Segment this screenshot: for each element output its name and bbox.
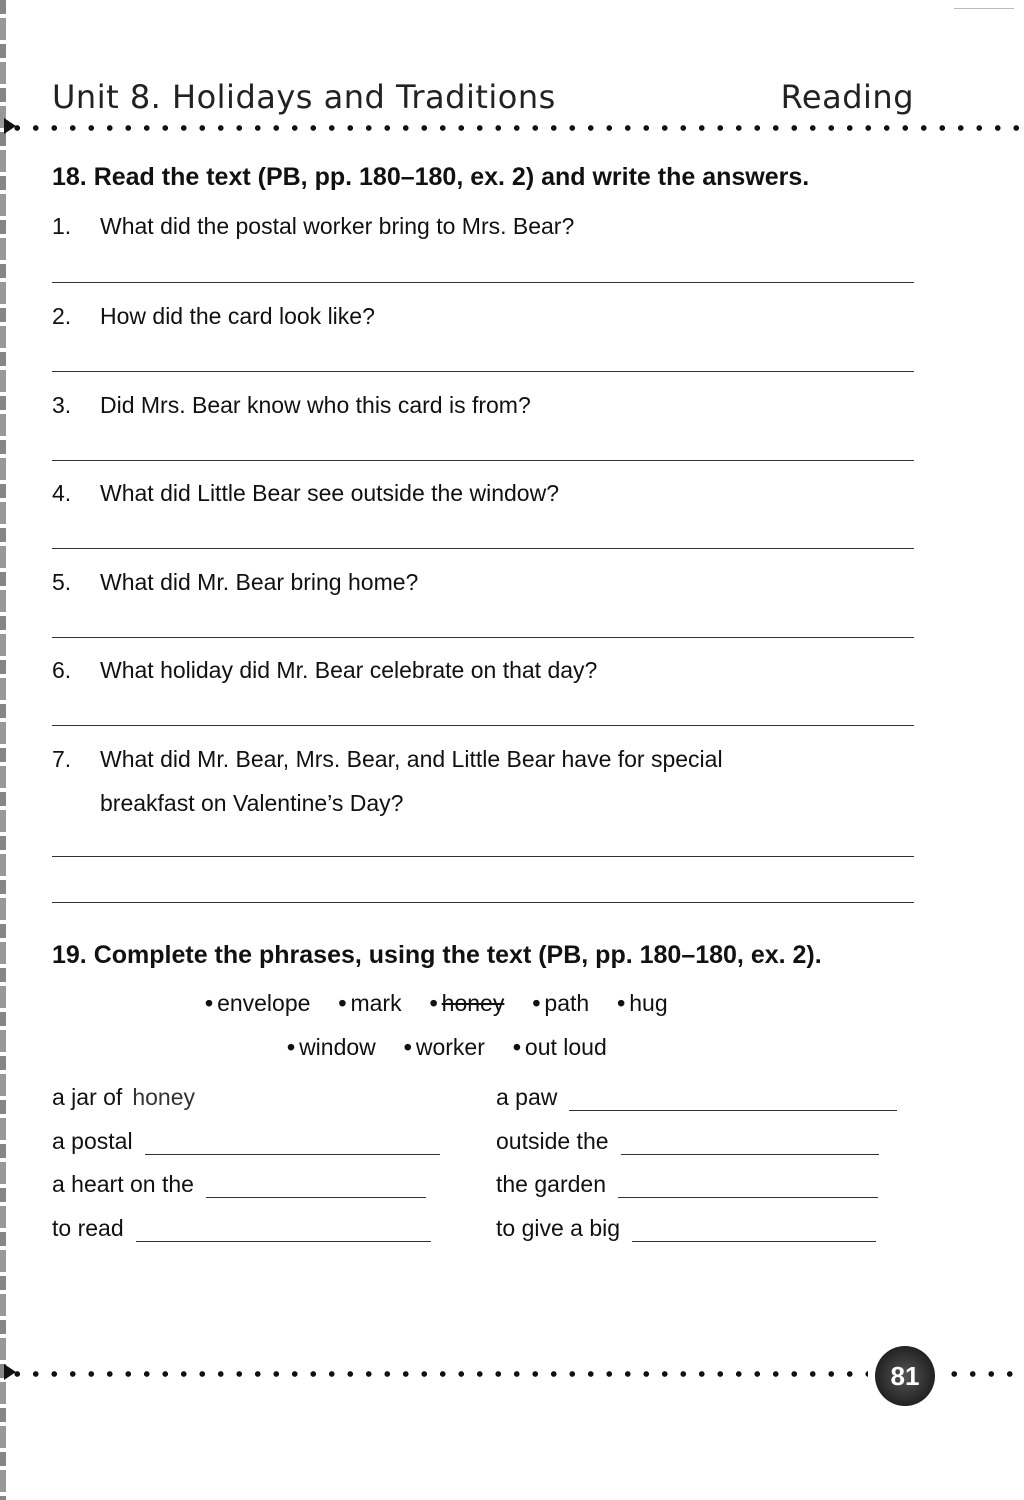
question-text: What did the postal worker bring to Mrs. Bear? xyxy=(100,213,575,239)
phrase-text: a jar of xyxy=(52,1084,123,1110)
question-4 xyxy=(52,480,559,507)
question-text: How did the card look like? xyxy=(100,303,375,329)
word-mark: • mark xyxy=(338,990,402,1016)
question-text: Did Mrs. Bear know who this card is from? xyxy=(100,392,531,418)
answer-line-3[interactable] xyxy=(52,460,914,461)
word-honey: • honey xyxy=(429,990,505,1016)
word-envelope: • envelope xyxy=(205,990,311,1016)
question-number: 1. xyxy=(52,213,72,239)
page-number: 81 xyxy=(875,1346,935,1406)
word-path: • path xyxy=(532,990,590,1016)
phrase-blank[interactable] xyxy=(145,1134,440,1155)
phrase-left-1 xyxy=(52,1084,195,1111)
question-number: 3. xyxy=(52,392,72,418)
task-18-title: 18. Read the text (PB, pp. 180–180, ex. 2) and write the answers. xyxy=(52,163,810,191)
section-title: Reading xyxy=(780,78,914,116)
question-text: What holiday did Mr. Bear celebrate on that day? xyxy=(100,657,598,683)
answer-line-6[interactable] xyxy=(52,725,914,726)
phrase-text: a heart on the xyxy=(52,1171,194,1197)
dotted-divider-bottom-end xyxy=(945,1369,1020,1379)
question-7-continued: breakfast on Valentine’s Day? xyxy=(100,790,404,816)
word-worker: • worker xyxy=(403,1034,485,1060)
bullet-icon: • xyxy=(429,990,438,1016)
question-5 xyxy=(52,569,418,596)
answer-line-5[interactable] xyxy=(52,637,914,638)
phrase-answer: honey xyxy=(132,1084,195,1110)
answer-line-2[interactable] xyxy=(52,371,914,372)
question-1 xyxy=(52,213,574,240)
phrase-blank[interactable] xyxy=(632,1221,876,1242)
answer-line-4[interactable] xyxy=(52,548,914,549)
phrase-left-2 xyxy=(52,1128,440,1155)
answer-line-7a[interactable] xyxy=(52,856,914,857)
answer-line-1[interactable] xyxy=(52,282,914,283)
phrase-text: to give a big xyxy=(496,1215,621,1241)
phrase-left-4 xyxy=(52,1215,431,1242)
phrase-text: outside the xyxy=(496,1128,609,1154)
phrase-left-3 xyxy=(52,1171,426,1198)
phrase-text: the garden xyxy=(496,1171,606,1197)
bullet-icon: • xyxy=(617,990,626,1016)
word-bank-row-2 xyxy=(287,1034,635,1061)
phrase-blank[interactable] xyxy=(621,1134,879,1155)
question-text: What did Mr. Bear bring home? xyxy=(100,569,419,595)
question-text: What did Little Bear see outside the window? xyxy=(100,480,559,506)
question-number: 7. xyxy=(52,746,72,772)
phrase-blank[interactable] xyxy=(136,1221,431,1242)
page-spine xyxy=(0,0,6,1500)
phrase-text: a paw xyxy=(496,1084,558,1110)
phrase-right-4 xyxy=(496,1215,876,1242)
phrase-text: a postal xyxy=(52,1128,133,1154)
phrase-blank[interactable] xyxy=(569,1090,897,1111)
word-window: • window xyxy=(287,1034,376,1060)
corner-mark xyxy=(954,8,1014,9)
bullet-icon: • xyxy=(338,990,347,1016)
unit-title: Unit 8. Holidays and Traditions xyxy=(52,78,556,116)
bullet-icon: • xyxy=(287,1034,296,1060)
phrase-text: to read xyxy=(52,1215,124,1241)
dotted-divider-bottom xyxy=(8,1369,868,1379)
phrase-blank[interactable] xyxy=(206,1177,426,1198)
question-2 xyxy=(52,303,375,330)
bullet-icon: • xyxy=(512,1034,521,1060)
question-text: What did Mr. Bear, Mrs. Bear, and Little Bear have for special xyxy=(100,746,723,772)
bullet-icon: • xyxy=(205,990,214,1016)
dotted-divider-top xyxy=(8,123,1020,133)
bullet-icon: • xyxy=(532,990,541,1016)
task-19-title: 19. Complete the phrases, using the text (PB, pp. 180–180, ex. 2). xyxy=(52,941,822,969)
question-3 xyxy=(52,392,531,419)
bullet-icon: • xyxy=(403,1034,412,1060)
phrase-right-1 xyxy=(496,1084,897,1111)
question-number: 6. xyxy=(52,657,72,683)
phrase-blank[interactable] xyxy=(618,1177,878,1198)
question-7 xyxy=(52,746,723,773)
phrase-right-3 xyxy=(496,1171,878,1198)
question-number: 4. xyxy=(52,480,72,506)
question-number: 5. xyxy=(52,569,72,595)
word-out-loud: • out loud xyxy=(512,1034,607,1060)
phrase-right-2 xyxy=(496,1128,879,1155)
question-number: 2. xyxy=(52,303,72,329)
word-hug: • hug xyxy=(617,990,668,1016)
word-bank-row-1 xyxy=(205,990,696,1017)
answer-line-7b[interactable] xyxy=(52,902,914,903)
question-6 xyxy=(52,657,597,684)
